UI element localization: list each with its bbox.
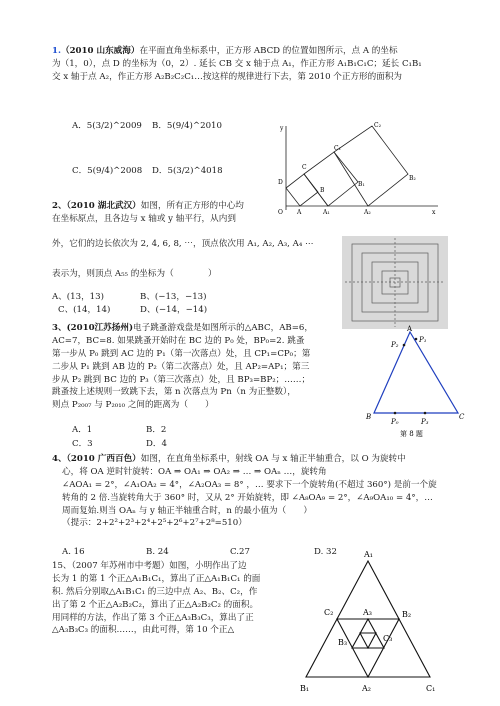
fig15-label-c3: C₃ bbox=[383, 634, 393, 643]
fig1-label-c2: C₂ bbox=[374, 122, 381, 129]
q3-text-4: 二步从 P₁ 跳到 AB 边的 P₂（第二次落点）处，且 AP₂=AP₁；第三 bbox=[52, 361, 310, 372]
q3-option-c[interactable]: C．3 bbox=[72, 439, 93, 449]
q2-figure bbox=[342, 236, 448, 329]
q3-text-1: 电子跳蚤游戏盘是如图所示的△ABC，AB=6， bbox=[133, 323, 313, 333]
q2-text-1: 如图，所有正方形的中心均 bbox=[140, 201, 244, 211]
square-1 bbox=[304, 152, 358, 206]
q2-line1 bbox=[52, 200, 282, 213]
question-2 bbox=[52, 200, 282, 226]
point-p1 bbox=[415, 338, 418, 341]
fig15-label-c1: C₁ bbox=[426, 684, 436, 693]
q2-source: （2010 湖北武汉） bbox=[66, 201, 141, 211]
fig15-label-b2: B₂ bbox=[402, 610, 412, 619]
question-4 bbox=[52, 453, 452, 530]
q1-number: 1. bbox=[52, 46, 61, 56]
fig3-label-a: A bbox=[407, 325, 413, 333]
q3-option-d[interactable]: D．4 bbox=[146, 439, 167, 449]
q4-text-4: 转角的 2 倍.当旋转角大于 360° 时，又从 2° 开始旋转，即 ∠A₈OA₉ = 2°，∠A₉OA₁₀ = 4°，… bbox=[62, 492, 433, 503]
fig15-label-c2: C₂ bbox=[324, 608, 334, 617]
fig1-label-c: C bbox=[302, 164, 307, 171]
q4-option-a[interactable]: A. 16 bbox=[62, 547, 85, 557]
q1-option-c[interactable]: C．5(9/4)^2008 bbox=[72, 166, 143, 176]
q15-text-3: 积. 然后分别取△A₁B₁C₁ 的三边中点 A₂、B₂、C₂，作 bbox=[52, 586, 258, 597]
question-3 bbox=[52, 322, 357, 412]
fig1-label-x: x bbox=[432, 209, 436, 216]
question-15 bbox=[52, 560, 297, 637]
q3-source: (2010江苏扬州) bbox=[66, 323, 134, 333]
point-p3 bbox=[424, 412, 427, 415]
fig3-label-p0: P₀ bbox=[391, 418, 399, 426]
q4-source: （2010 广西百色） bbox=[66, 454, 141, 464]
q3-text-6: 跳蚤按上述规则一致跳下去，第 n 次落点为 Pn（n 为正整数）， bbox=[52, 387, 296, 398]
fig1-label-b2: B₂ bbox=[409, 175, 416, 182]
fig15-label-a1: A₁ bbox=[364, 550, 373, 559]
q3-line1 bbox=[52, 322, 357, 335]
q1-figure bbox=[268, 118, 446, 220]
q15-text-4: 出了第 2 个正△A₂B₂C₂，算出了正△A₂B₂C₂ 的面积。 bbox=[52, 599, 259, 610]
q4-text-5: 周而复始.则当 OAₙ 与 y 轴正半轴重合时，n 的最小值为（ ） bbox=[62, 505, 313, 516]
q2-option-c[interactable]: C、(14，14) bbox=[58, 305, 111, 315]
fig15-label-a2: A₂ bbox=[362, 684, 371, 693]
fig3-label-p2: P₂ bbox=[391, 341, 399, 349]
q15-text-5: 用同样的方法，作出了第 3 个正△A₃B₃C₃，算出了正 bbox=[52, 612, 254, 623]
q2-nested-squares-photo bbox=[342, 236, 448, 329]
fig15-label-b3: B₃ bbox=[338, 638, 348, 647]
q3-option-b[interactable]: B．2 bbox=[146, 425, 167, 435]
q1-text-1: 在平面直角坐标系中，正方形 ABCD 的位置如图所示，点 A 的坐标 bbox=[139, 46, 398, 56]
q2-option-a[interactable]: A、(13，13) bbox=[52, 292, 104, 302]
q1-option-d[interactable]: D．5(3/2)^4018 bbox=[152, 166, 223, 176]
q2-text-3: 外，它们的边长依次为 2, 4, 6, 8, ⋯，顶点依次用 A₁, A₂, A₃, A₄ ⋯ bbox=[52, 239, 314, 249]
fig15-label-a3: A₃ bbox=[363, 608, 372, 617]
q1-text-2: 为（1，0），点 D 的坐标为（0，2）. 延长 CB 交 x 轴于点 A₁，作正方形 A₁B₁C₁C；延长 C₁B₁ bbox=[52, 58, 422, 69]
triangle-abc bbox=[374, 332, 458, 413]
q15-number: 15、 bbox=[52, 561, 72, 571]
q15-line1 bbox=[52, 560, 297, 573]
q2-number: 2、 bbox=[52, 201, 67, 211]
q3-text-5: 步从 P₂ 跳到 BC 边的 P₃（第三次落点）处，且 BP₃=BP₂；……； bbox=[52, 374, 311, 385]
fig3-label-b: B bbox=[366, 413, 372, 421]
q4-text-3: ∠AOA₁ = 2°，∠A₁OA₂ = 4°，∠A₂OA₃ = 8° ，… 要求下一个旋转角(不超过 360°) 是前一个旋 bbox=[62, 479, 437, 490]
q15-text-6: △A₃B₃C₃ 的面积……，由此可得，第 10 个正△ bbox=[52, 625, 235, 636]
fig1-label-a1: A₁ bbox=[323, 209, 330, 216]
q3-option-a[interactable]: A．1 bbox=[72, 425, 93, 435]
q4-line1 bbox=[52, 453, 452, 466]
fig1-label-a: A bbox=[297, 209, 302, 216]
q3-text-3: 第一步从 P₀ 跳到 AC 边的 P₁（第一次落点）处，且 CP₁=CP₀；第 bbox=[52, 348, 311, 359]
q2-text-2: 在坐标原点，且各边与 x 轴或 y 轴平行，从内到 bbox=[52, 213, 236, 224]
q2-option-d[interactable]: D、(−14，−14) bbox=[140, 305, 208, 315]
q3-figure bbox=[360, 325, 470, 450]
q2-option-b[interactable]: B、(−13，−13) bbox=[140, 292, 207, 302]
q1-text-3: 交 x 轴于点 A₂，作正方形 A₂B₂C₂C₁…按这样的规律进行下去，第 2010 个正方形的面积为 bbox=[52, 71, 403, 82]
square-abcd bbox=[286, 174, 318, 206]
fig1-label-c1: C₁ bbox=[334, 145, 341, 152]
fig3-label-c: C bbox=[459, 413, 465, 421]
q4-option-d[interactable]: D. 32 bbox=[314, 547, 337, 557]
fig1-label-b1: B₁ bbox=[358, 181, 365, 188]
q3-number: 3、 bbox=[52, 323, 67, 333]
triangle-4 bbox=[360, 633, 376, 648]
fig1-label-o: O bbox=[278, 209, 283, 216]
q4-option-c[interactable]: C.27 bbox=[230, 547, 250, 557]
q15-source: （2007 年苏州市中考题） bbox=[71, 561, 170, 571]
q3-text-7: 则点 P₂₀₀₇ 与 P₂₀₁₀ 之间的距离为（ ） bbox=[52, 400, 214, 411]
q4-text-2: 心，将 OA 逆时针旋转：OA ⇒ OA₁ ⇒ OA₂ ⇒ … ⇒ OAₙ …，旋转角 bbox=[62, 466, 327, 477]
fig1-label-d: D bbox=[278, 179, 283, 186]
fig1-label-y: y bbox=[280, 125, 284, 132]
fig1-label-b: B bbox=[320, 187, 325, 194]
fig1-label-a2: A₂ bbox=[364, 209, 371, 216]
fig3-caption: 第 8 题 bbox=[400, 430, 423, 438]
point-p0 bbox=[394, 412, 397, 415]
fig3-label-p1: P₁ bbox=[419, 336, 427, 344]
fig15-label-b1: B₁ bbox=[300, 684, 310, 693]
q3-text-2: AC=7，BC=8. 如果跳蚤开始时在 BC 边的 P₀ 处，BP₀=2. 跳蚤 bbox=[52, 335, 305, 346]
q1-source: （2010 山东威海） bbox=[60, 46, 140, 56]
q1-option-a[interactable]: A．5(3/2)^2009 bbox=[72, 121, 142, 131]
question-1 bbox=[52, 45, 452, 84]
q2-text-4: 表示为，则顶点 A₅₅ 的坐标为（ ） bbox=[52, 269, 217, 279]
point-p2 bbox=[403, 344, 406, 347]
q4-text-1: 如图，在直角坐标系中，射线 OA 与 x 轴正半轴重合，以 O 为旋转中 bbox=[140, 454, 406, 464]
q4-option-b[interactable]: B. 24 bbox=[146, 547, 169, 557]
fig3-label-p3: P₃ bbox=[421, 418, 429, 426]
q15-text-2: 长为 1 的第 1 个正△A₁B₁C₁，算出了正△A₁B₁C₁ 的面 bbox=[52, 573, 261, 584]
q1-option-b[interactable]: B．5(9/4)^2010 bbox=[152, 121, 222, 131]
q4-number: 4、 bbox=[52, 454, 67, 464]
q1-line1 bbox=[52, 45, 452, 58]
q15-figure bbox=[290, 545, 450, 697]
q15-text-1: 如图，小明作出了边 bbox=[169, 561, 247, 571]
q4-text-6: （提示：2+2²+2³+2⁴+2⁵+2⁶+2⁷+2⁸=510） bbox=[62, 518, 247, 529]
